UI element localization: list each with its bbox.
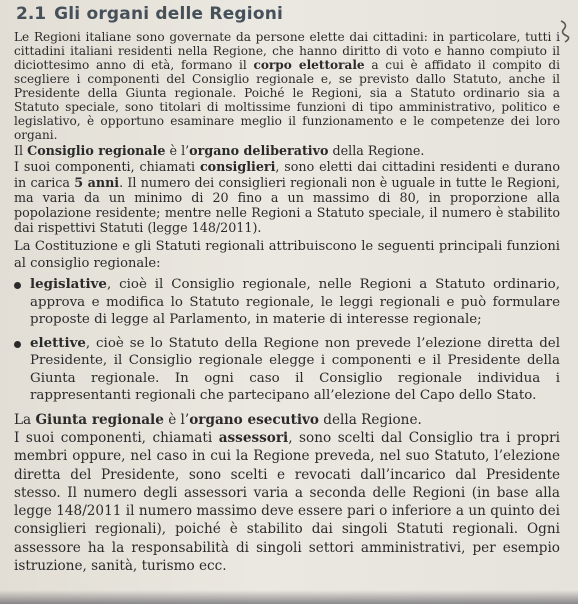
page-edge-shadow	[0, 590, 578, 604]
giunta-paragraph	[14, 429, 560, 575]
consiglio-def-text-1: Il	[14, 143, 28, 158]
giunta-def-text-1: La	[14, 411, 36, 428]
intro-text-2: a cui è affidato il compito di scegliere i componenti del Consiglio regionale e, se previsto dallo Statuto, anche il Presidente della Giunta regionale. Poiché le Regioni, sia a Statuto ordinario sia a Statuto speciale, sono titolari di moltissime funzioni di tipo amministrativo, politico e legislativo, è opportuno esaminare meglio il funzionamento e le competenze dei loro organi.	[14, 58, 560, 142]
consiglio-def-text-2: è l’	[165, 143, 190, 158]
bullet-dot-icon	[14, 341, 21, 348]
function-term: legislative	[30, 276, 107, 293]
list-item	[14, 276, 560, 329]
intro-paragraph	[14, 30, 560, 142]
giunta-text-2: , sono scelti dal Consiglio tra i propri membri oppure, nel caso in cui la Regione preveda, nel suo Statuto, l’elezione diretta del Presidente, sono scelti e revocati dall’incarico dal Presidente stesso. Il numero degli assessori varia a seconda delle Regioni (in base alla legge 148/2011 il numero massimo deve essere pari o inferiore a un quinto dei consiglieri regionali), poiché è stabilito dai singoli Statuti regionali. Ogni assessore ha la responsabilità di singoli settori amministrativi, per esempio istruzione, sanità, turismo ecc.	[14, 429, 560, 575]
giunta-definition	[14, 411, 560, 429]
giunta-role-term: organo esecutivo	[189, 411, 319, 428]
section-title: Gli organi delle Regioni	[54, 4, 284, 24]
term-duration: 5 anni	[74, 174, 120, 190]
section-heading	[16, 4, 560, 24]
intro-bold-term: corpo elettorale	[253, 58, 365, 72]
list-item	[14, 335, 560, 405]
intro-text-1: Le Regioni italiane sono governate da persone elette dai cittadini: in particolare, tutti i cittadini italiani residenti nella Regione, che hanno diritto di voto e hanno compiuto il diciottesimo anno di età, formano il	[14, 30, 560, 72]
giunta-def-text-3: della Regione.	[318, 411, 422, 428]
giunta-text-1: I suoi componenti, chiamati	[14, 429, 219, 446]
consiglio-text-1: I suoi componenti, chiamati	[14, 159, 200, 175]
section-number: 2.1	[16, 4, 47, 24]
consiglio-paragraph	[14, 159, 560, 235]
giunta-def-text-2: è l’	[163, 411, 190, 428]
giunta-term: Giunta regionale	[35, 411, 164, 428]
function-text: , cioè il Consiglio regionale, nelle Regioni a Statuto ordinario, approva e modifica lo Statuto regionale, le leggi regionali e può formulare proposte di legge al Parlamento, in materie di interesse regionale;	[30, 277, 560, 328]
function-term: elettive	[30, 334, 86, 351]
consiglio-def-text-3: della Regione.	[328, 143, 425, 158]
consiglio-role-term: organo deliberativo	[189, 143, 329, 158]
bullet-dot-icon	[14, 282, 21, 289]
functions-list	[14, 276, 560, 405]
functions-intro: La Costituzione e gli Statuti regionali attribuiscono le seguenti principali funzioni al consiglio regionale:	[14, 238, 560, 271]
consiglio-definition	[14, 143, 560, 158]
consiglieri-term: consiglieri	[199, 159, 276, 175]
function-text: , cioè se lo Statuto della Regione non prevede l’elezione diretta del Presidente, il Consiglio regionale elegge i componenti e il Presidente della Giunta regionale. In ogni caso il Consiglio regionale individua i rappresentanti regionali che partecipano all’elezione del Capo dello Stato.	[30, 335, 560, 404]
consiglio-term: Consiglio regionale	[27, 143, 166, 158]
consiglio-text-2: , sono eletti dai cittadini residenti e durano in carica	[14, 159, 560, 190]
margin-doodle-icon	[558, 18, 574, 44]
assessori-term: assessori	[218, 429, 289, 446]
consiglio-text-3: . Il numero dei consiglieri regionali non è uguale in tutte le Regioni, ma varia da un minimo di 20 fino a un massimo di 80, in proporzione alla popolazione residente; mentre nelle Regioni a Statuto speciale, il numero è stabilito dai rispettivi Statuti (legge 148/2011).	[14, 174, 560, 236]
